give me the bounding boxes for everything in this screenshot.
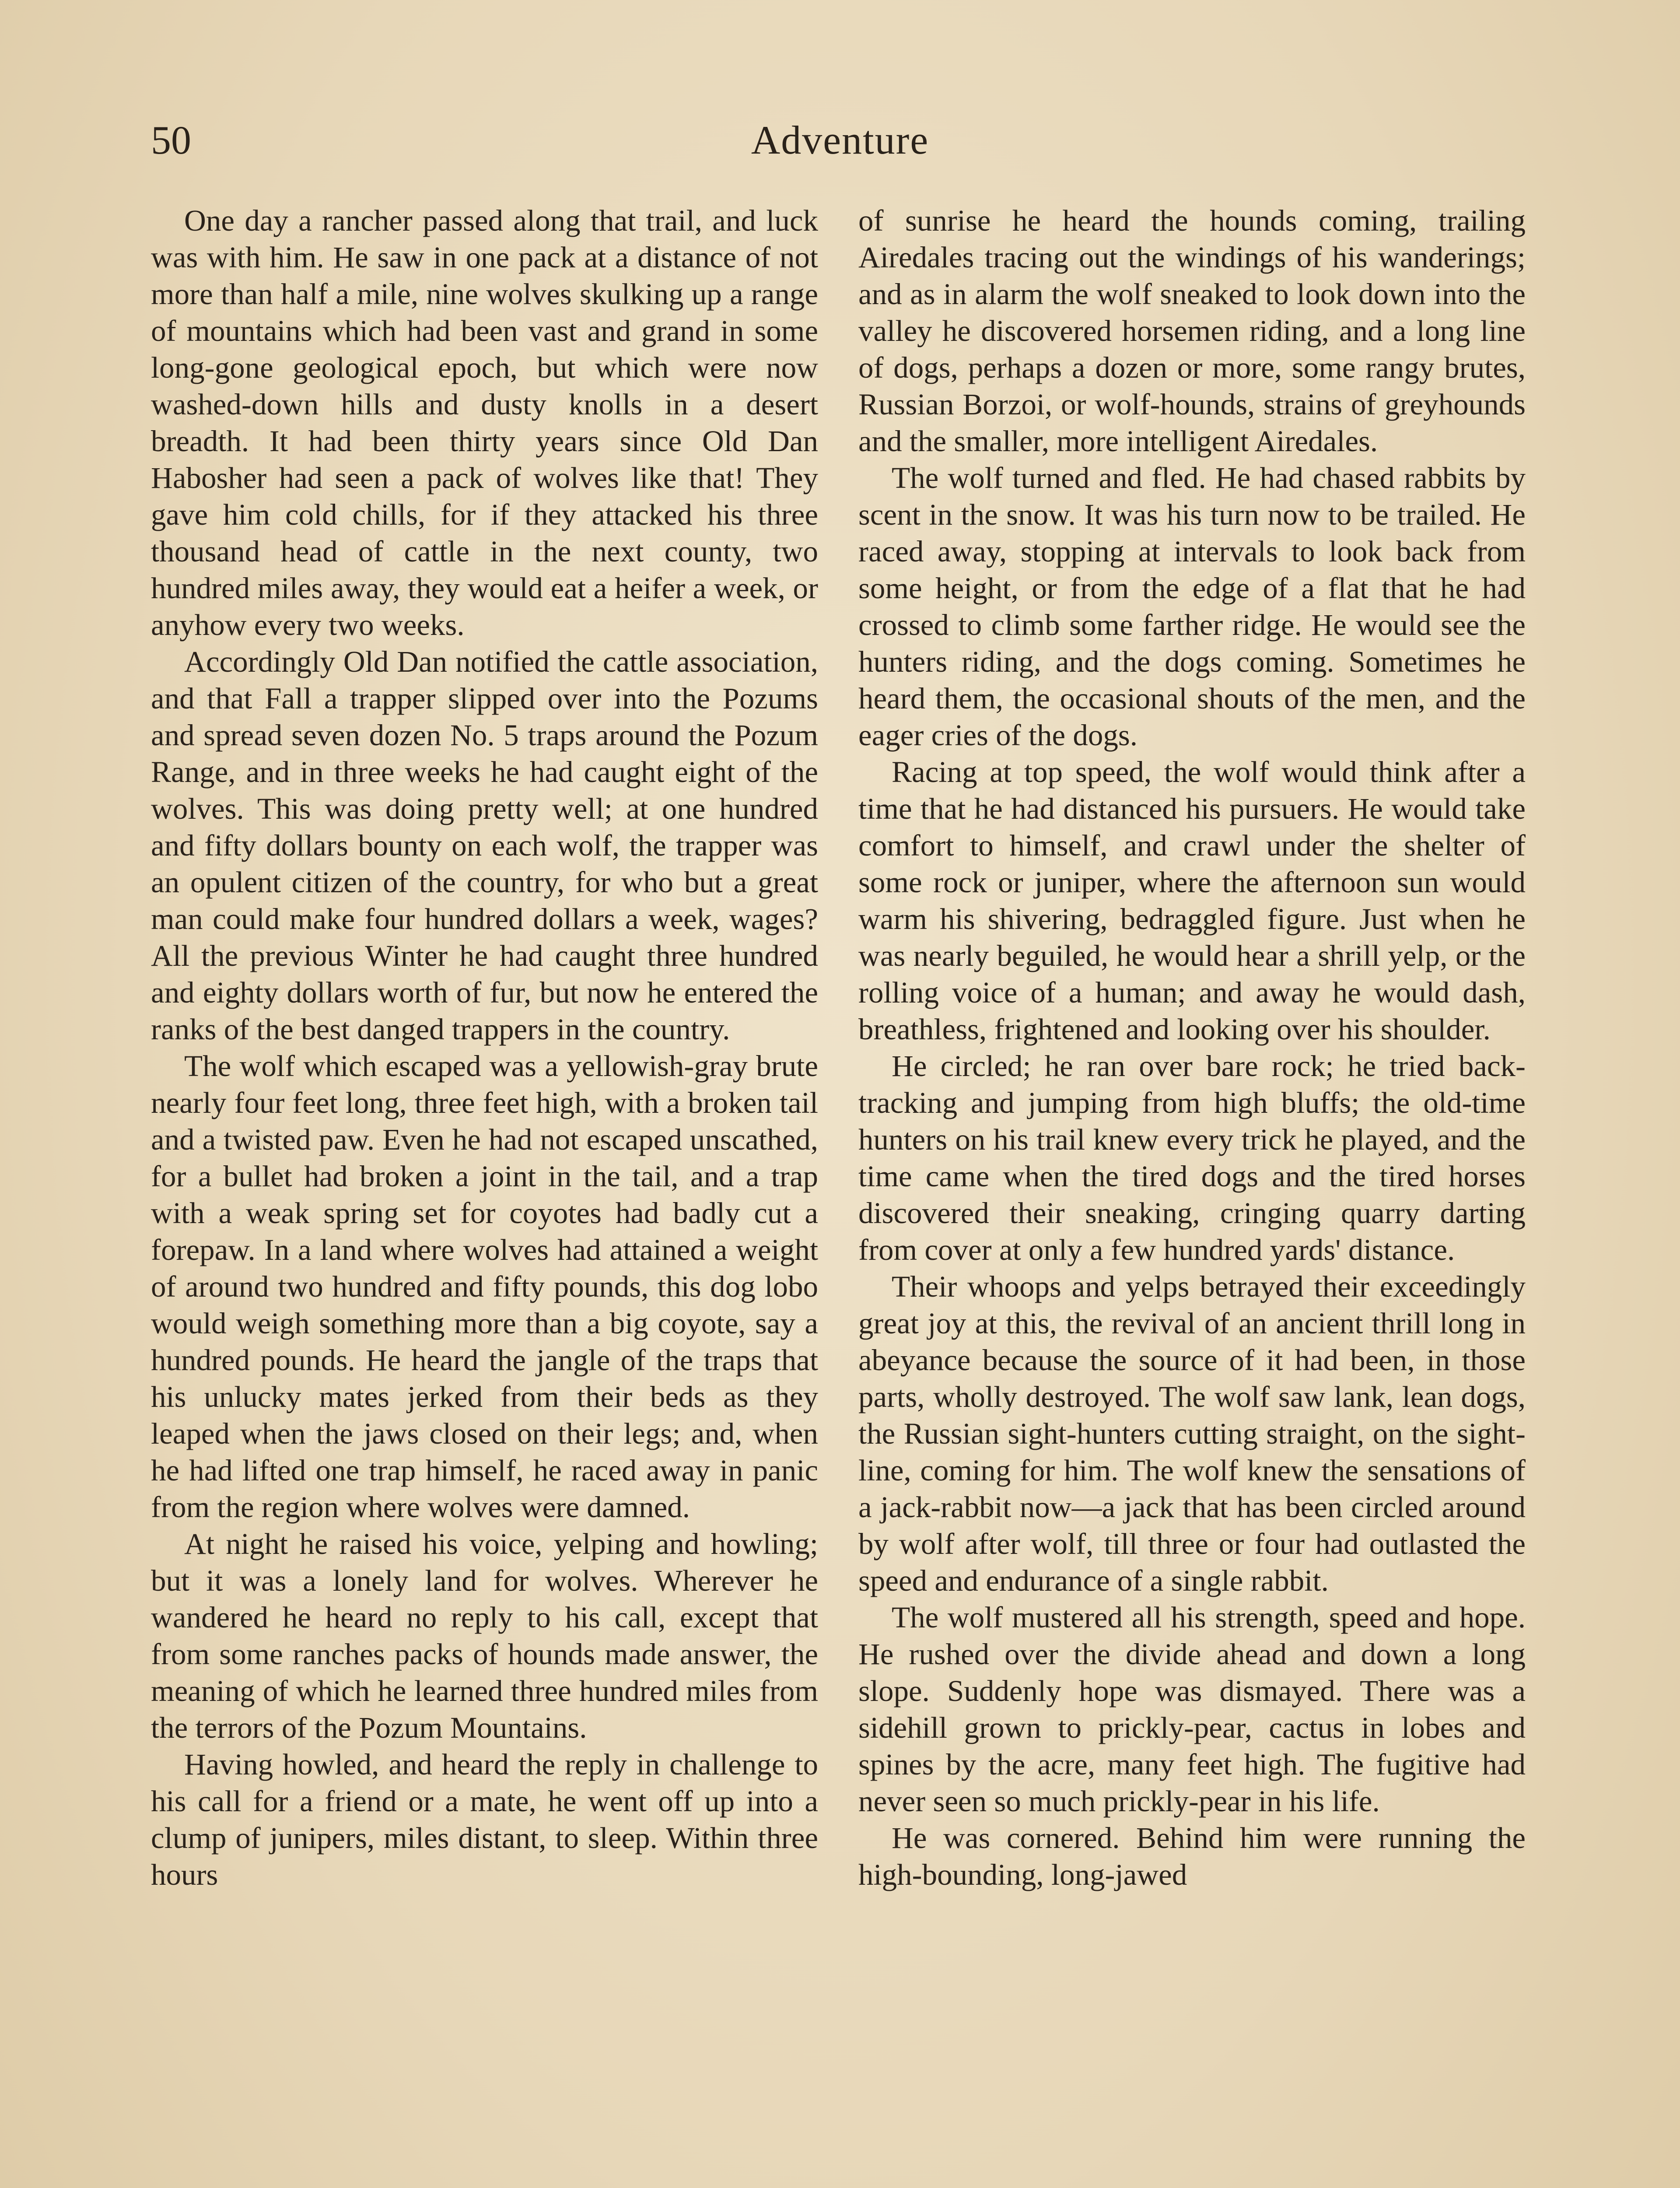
page-number: 50 [151,118,191,162]
paragraph: Their whoops and yelps betrayed their exceedingly great joy at this, the revival of an ancient thrill long in abeyance because the source of it had been, in those parts, wholly destroyed. The wolf saw lank, lean dogs, the Russian sight-hunters cutting straight, on the sight-line, coming for him. The wolf knew the sensations of a jack-rabbit now—a jack that has been circled around by wolf after wolf, till three or four had outlasted the speed and endurance of a single rabbit. [858,1270,1526,1597]
paragraph: The wolf turned and fled. He had chased rabbits by scent in the snow. It was his turn now to be trailed. He raced away, stopping at intervals to look back from some height, or from the edge of a flat that he had crossed to climb some farther ridge. He would see the hunters riding, and the dogs coming. Sometimes he heard them, the occasional shouts of the men, and the eager cries of the dogs. [858,461,1526,752]
right-column [858,202,1526,2188]
paragraph: The wolf which escaped was a yellowish-gray brute nearly four feet long, three feet high, with a broken tail and a twisted paw. Even he had not escaped unscathed, for a bullet had broken a joint in the tail, and a trap with a weak spring set for coyotes had badly cut a forepaw. In a land where wolves had attained a weight of around two hundred and fifty pounds, this dog lobo would weigh something more than a big coyote, say a hundred pounds. He heard the jangle of the traps that his unlucky mates jerked from their beds as they leaped when the jaws closed on their legs; and, when he had lifted one trap himself, he raced away in panic from the region where wolves were damned. [151,1049,818,1524]
paragraph: One day a rancher passed along that trail, and luck was with him. He saw in one pack at a distance of not more than half a mile, nine wolves skulking up a range of mountains which had been vast and grand in some long-gone geological epoch, but which were now washed-down hills and dusty knolls in a desert breadth. It had been thirty years since Old Dan Habosher had seen a pack of wolves like that! They gave him cold chills, for if they attacked his three thousand head of cattle in the next county, two hundred miles away, they would eat a heifer a week, or anyhow every two weeks. [151,204,818,642]
paragraph: He circled; he ran over bare rock; he tried back-tracking and jumping from high bluffs; the old-time hunters on his trail knew every trick he played, and the time came when the tired dogs and the tired horses discovered their sneaking, cringing quarry darting from cover at only a few hundred yards' distance. [858,1049,1526,1266]
paragraph: At night he raised his voice, yelping and howling; but it was a lonely land for wolves. Wherever he wandered he heard no reply to his call, except that from some ranches packs of hounds made answer, the meaning of which he learned three hundred miles from the terrors of the Pozum Mountains. [151,1527,818,1744]
paragraph: Racing at top speed, the wolf would think after a time that he had distanced his pursuers. He would take comfort to himself, and crawl under the shelter of some rock or juniper, where the afternoon sun would warm his shivering, bedraggled figure. Just when he was nearly beguiled, he would hear a shrill yelp, or the rolling voice of a human; and away he would dash, breathless, frightened and looking over his shoulder. [858,755,1526,1046]
running-title: Adventure [751,118,929,162]
paragraph: Having howled, and heard the reply in challenge to his call for a friend or a mate, he went off up into a clump of junipers, miles distant, to sleep. Within three hours [151,1748,818,1891]
paragraph: The wolf mustered all his strength, speed and hope. He rushed over the divide ahead and down a long slope. Suddenly hope was dismayed. There was a sidehill grown to prickly-pear, cactus in lobes and spines by the acre, many feet high. The fugitive had never seen so much prickly-pear in his life. [858,1601,1526,1818]
left-column [151,202,818,2188]
paragraph: Accordingly Old Dan notified the cattle association, and that Fall a trapper slipped over into the Pozums and spread seven dozen No. 5 traps around the Pozum Range, and in three weeks he had caught eight of the wolves. This was doing pretty well; at one hundred and fifty dollars bounty on each wolf, the trapper was an opulent citizen of the country, for who but a great man could make four hundred dollars a week, wages? All the previous Winter he had caught three hundred and eighty dollars worth of fur, but now he entered the ranks of the best danged trappers in the country. [151,645,818,1046]
paragraph: He was cornered. Behind him were running the high-bounding, long-jawed [858,1821,1526,1891]
paragraph-continued: of sunrise he heard the hounds coming, trailing Airedales tracing out the windings of his wanderings; and as in alarm the wolf sneaked to look down into the valley he discovered horsemen riding, and a long line of dogs, perhaps a dozen or more, some rangy brutes, Russian Borzoi, or wolf-hounds, strains of greyhounds and the smaller, more intelligent Airedales. [858,204,1526,458]
page-header [151,109,1529,171]
